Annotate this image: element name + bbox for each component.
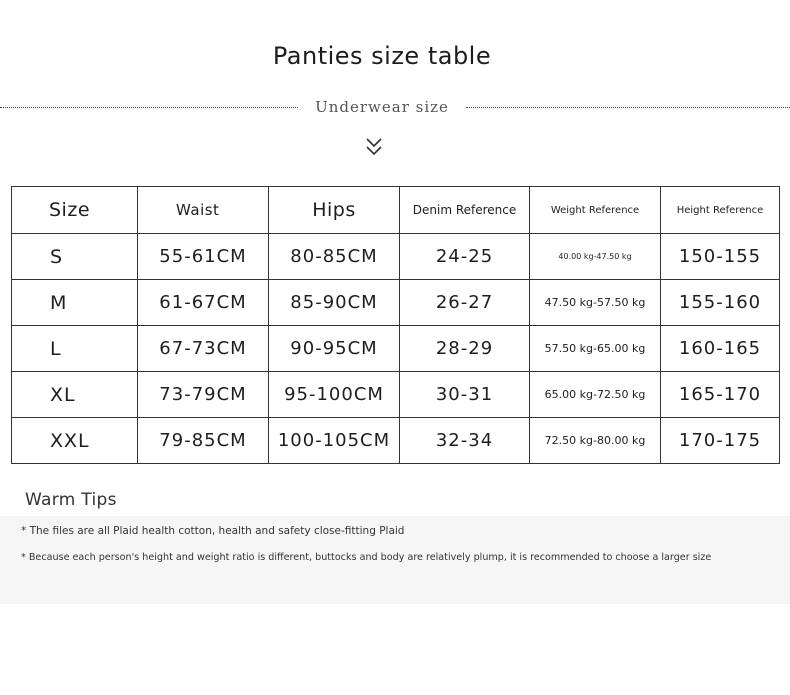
header-size: Size [12, 187, 138, 234]
cell-size: XXL [12, 418, 138, 464]
cell-denim: 32-34 [400, 418, 530, 464]
cell-waist: 79-85CM [138, 418, 269, 464]
section-subtitle: Underwear size [315, 98, 449, 116]
table-row [12, 280, 780, 326]
cell-height: 150-155 [661, 234, 780, 280]
tip-item: * The files are all Plaid health cotton, health and safety close-fitting Plaid [21, 525, 405, 537]
cell-hips: 85-90CM [269, 280, 400, 326]
header-height-reference: Height Reference [661, 187, 780, 234]
cell-size: XL [12, 372, 138, 418]
cell-weight: 65.00 kg-72.50 kg [530, 372, 661, 418]
cell-denim: 24-25 [400, 234, 530, 280]
table-row [12, 326, 780, 372]
table-row [12, 234, 780, 280]
cell-hips: 90-95CM [269, 326, 400, 372]
cell-height: 155-160 [661, 280, 780, 326]
size-table [11, 186, 780, 464]
warm-tips-panel [0, 516, 790, 604]
cell-height: 165-170 [661, 372, 780, 418]
dotted-line-left [0, 107, 298, 108]
cell-size: S [12, 234, 138, 280]
page-title: Panties size table [272, 42, 492, 70]
cell-waist: 73-79CM [138, 372, 269, 418]
cell-waist: 67-73CM [138, 326, 269, 372]
double-chevron-down-icon [364, 136, 384, 158]
cell-height: 170-175 [661, 418, 780, 464]
tip-item: * Because each person's height and weight ratio is different, buttocks and body are relatively plump, it is recommended to choose a larger size [21, 552, 712, 563]
header-weight-reference: Weight Reference [530, 187, 661, 234]
cell-denim: 30-31 [400, 372, 530, 418]
cell-denim: 26-27 [400, 280, 530, 326]
cell-hips: 100-105CM [269, 418, 400, 464]
cell-weight: 72.50 kg-80.00 kg [530, 418, 661, 464]
dotted-line-right [466, 107, 790, 108]
header-hips: Hips [269, 187, 400, 234]
cell-weight: 40.00 kg-47.50 kg [530, 234, 661, 280]
cell-denim: 28-29 [400, 326, 530, 372]
table-row [12, 372, 780, 418]
cell-waist: 55-61CM [138, 234, 269, 280]
table-header-row [12, 187, 780, 234]
cell-hips: 80-85CM [269, 234, 400, 280]
section-divider [0, 98, 790, 118]
warm-tips-heading: Warm Tips [25, 490, 117, 510]
header-waist: Waist [138, 187, 269, 234]
cell-weight: 57.50 kg-65.00 kg [530, 326, 661, 372]
cell-weight: 47.50 kg-57.50 kg [530, 280, 661, 326]
cell-hips: 95-100CM [269, 372, 400, 418]
table-row [12, 418, 780, 464]
cell-waist: 61-67CM [138, 280, 269, 326]
header-denim-reference: Denim Reference [400, 187, 530, 234]
cell-height: 160-165 [661, 326, 780, 372]
cell-size: L [12, 326, 138, 372]
cell-size: M [12, 280, 138, 326]
